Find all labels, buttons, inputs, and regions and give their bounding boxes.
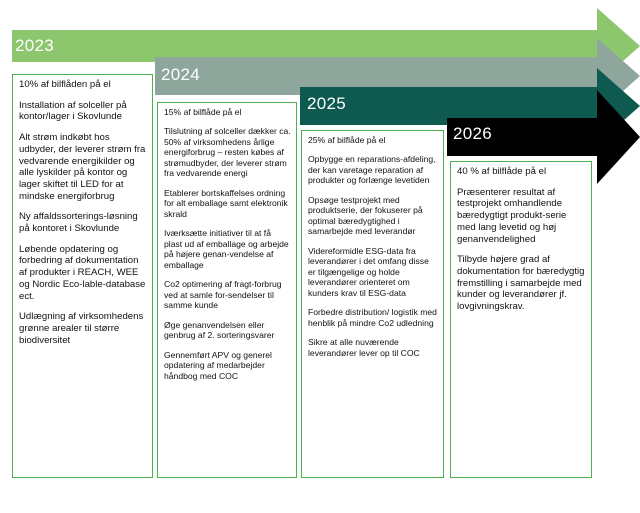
item: 40 % af bilflåde på el (457, 166, 547, 177)
item: Løbende opdatering og forbedring af dokumentation af produkter i REACH, WEE og Nordic Eco-lable-database ect. (19, 243, 146, 302)
column-2023-box (12, 74, 153, 478)
item: Gennemført APV og generel opdatering af medarbejder håndbog med COC (164, 349, 272, 381)
item: 10% af bilflåden på el (19, 79, 111, 90)
column-2024-box (157, 102, 297, 478)
item: Øge genanvendelsen eller genbrug af 2. sorteringsvarer (164, 319, 275, 341)
item: Udlægning af virksomhedens grønne arealer til større biodiversitet (19, 311, 144, 346)
column-2026-box (450, 161, 592, 478)
item: Opsøge testprojekt med produktserie, der fokuserer på optimal bæredygtighed i samarbejde med leverandør (308, 194, 423, 237)
year-label-2026: 2026 (453, 124, 493, 143)
item: Forbedre distribution/ logistik med henblik på mindre Co2 udledning (308, 307, 437, 328)
item: Iværksætte initiativer til at få plast ud af emballage og arbejde på højere genan-vendelse af emballage (164, 228, 289, 270)
year-label-2024: 2024 (161, 65, 201, 84)
year-label-2025: 2025 (307, 94, 347, 113)
item: Etablerer bortskaffelses ordning for alt emballage samt elektronik skrald (164, 187, 288, 219)
item: Videreformidle ESG-data fra leverandører i det omfang disse er tilgængelige og holde leverandører orienteret om kunders krav til ESG-data (308, 245, 429, 298)
item: Tilbyde højere grad af dokumentation for bæredygtig fremstilling i samarbejde med kunder og leverandører jf. lovgivningskrav. (457, 254, 585, 313)
year-label-2023: 2023 (15, 36, 55, 55)
item: Opbygge en reparations-afdeling, der kan varetage reparation af produkter og forlænge levetiden (308, 154, 436, 186)
item: Installation af solceller på kontor/lager i Skovlunde (19, 99, 127, 123)
item: 15% af bilflåde på el (164, 107, 242, 117)
column-2025-box (301, 130, 444, 478)
item: Co2 optimering af fragt-forbrug ved at samle for-sendelser til samme kunde (164, 279, 282, 311)
item: Præsenterer resultat af testprojekt omhandlende bæredygtigt produkt-serie med lang levetid og høj genanvendelighed (457, 186, 567, 245)
item: 25% af bilflåde på el (308, 135, 386, 145)
item: Ny affaldssorterings-løsning på kontoret i Skovlunde (19, 211, 138, 235)
item: Sikre at alle nuværende leverandører lever op til COC (308, 337, 420, 358)
item: Alt strøm indkøbt hos udbyder, der leverer strøm fra vedvarende energikilder og alle lyskilder på kontor og lager skiftet til LED for at mindske energiforbrug (19, 132, 146, 202)
item: Tilslutning af solceller dækker ca. 50% af virksomhedens årlige energiforbrug – resten købes af strømudbyder, der leverer strøm fra vedvarende energi (164, 126, 291, 179)
